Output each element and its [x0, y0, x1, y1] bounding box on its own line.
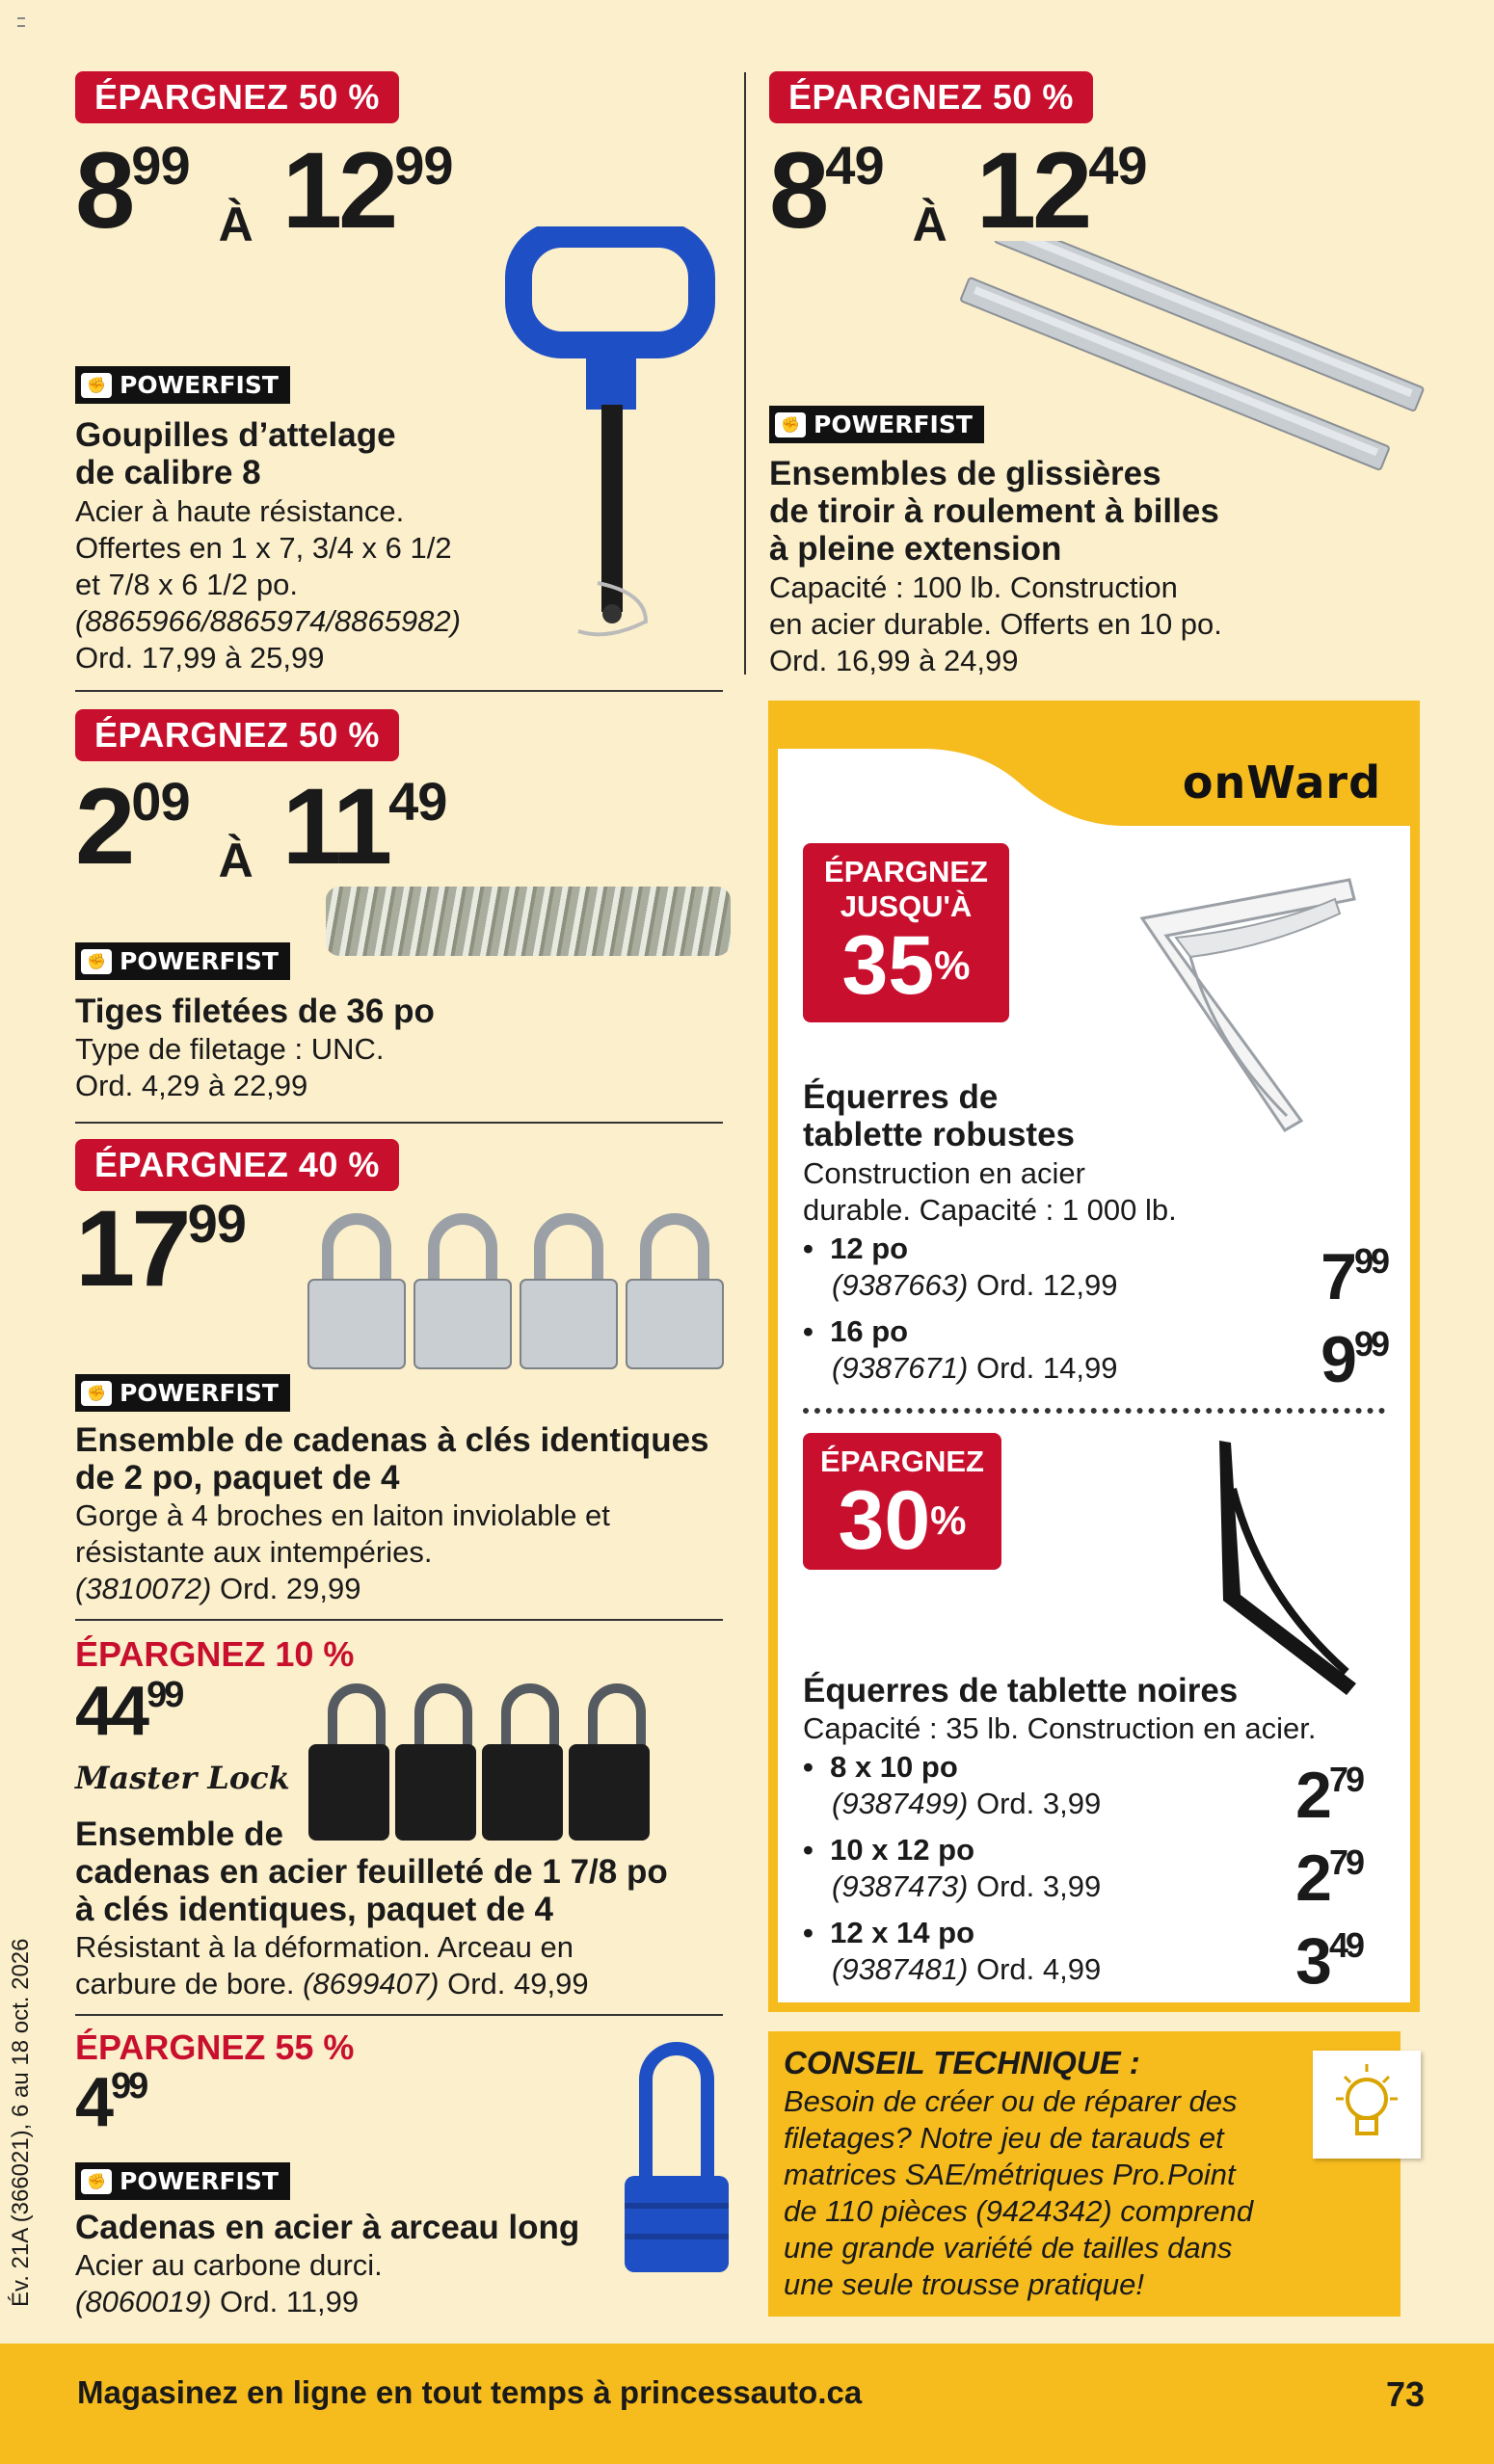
- option-price: $7^{99}$: [1321, 1240, 1387, 1313]
- powerfist-logo: ✊ POWERFIST: [75, 366, 290, 404]
- fist-icon: ✊: [81, 373, 112, 398]
- tip-heading: CONSEIL TECHNIQUE :: [784, 2045, 1140, 2080]
- drawer-slides-image: [954, 241, 1427, 482]
- price-range: $8^{99}À$ $12^{99}$: [75, 130, 453, 252]
- footer-text: Magasinez en ligne en tout temps à princessauto.ca: [77, 2374, 863, 2410]
- size-option: • 8 x 10 po (9387499) Ord. 3,99: [803, 1750, 1102, 1820]
- hitch-pin-image: [501, 226, 723, 650]
- regular-price: Ord. 4,29 à 22,99: [75, 1069, 308, 1102]
- long-shackle-lock-image: [617, 2041, 742, 2292]
- product-sku: (8699407): [303, 1967, 440, 2000]
- size-option: • 12 po (9387663) Ord. 12,99: [803, 1232, 1118, 1302]
- threaded-rod-image: [326, 887, 731, 956]
- padlocks-image: [299, 1205, 733, 1388]
- footer-bar: [0, 2344, 1494, 2464]
- black-bracket-image: [1202, 1431, 1366, 1701]
- price: $17^{99}$: [75, 1188, 246, 1309]
- product-desc: Acier au carbone durci. (8060019) Ord. 11,99: [75, 2248, 383, 2318]
- powerfist-logo: ✊ POWERFIST: [769, 406, 984, 443]
- size-option: • 10 x 12 po (9387473) Ord. 3,99: [803, 1833, 1102, 1903]
- onward-promo-box: [768, 701, 1420, 2012]
- size-option: • 12 x 14 po (9387481) Ord. 4,99: [803, 1916, 1102, 1986]
- save-badge: ÉPARGNEZ 50 %: [75, 71, 399, 123]
- master-lock-logo: Master Lock: [75, 1760, 290, 1796]
- product-desc: Résistant à la déformation. Arceau en carbure de bore. (8699407) Ord. 49,99: [75, 1930, 589, 2000]
- save-badge: ÉPARGNEZ JUSQU'À 35%: [803, 843, 1009, 1022]
- save-badge: ÉPARGNEZ 50 %: [769, 71, 1093, 123]
- product-desc: Capacité : 100 lb. Construction en acier durable. Offerts en 10 po. Ord. 16,99 à 24,99: [769, 570, 1222, 677]
- powerfist-logo: ✊ POWERFIST: [75, 1374, 290, 1412]
- dotted-separator: [803, 1408, 1385, 1414]
- option-price: $2^{79}$: [1295, 1841, 1362, 1915]
- product-desc: Type de filetage : UNC. Ord. 4,29 à 22,99: [75, 1032, 385, 1102]
- regular-price: Ord. 16,99 à 24,99: [769, 644, 1019, 677]
- product-title: Équerres de tablette robustes: [803, 1078, 1075, 1153]
- divider: [75, 690, 723, 692]
- tech-tip-box: [768, 2031, 1401, 2317]
- save-label: ÉPARGNEZ 55 %: [75, 2027, 355, 2067]
- product-title: Ensemble de cadenas en acier feuilleté de 1 7/8 po à clés identiques, paquet de 4: [75, 1815, 668, 1928]
- size-option: • 16 po (9387671) Ord. 14,99: [803, 1314, 1118, 1385]
- product-title: Ensembles de glissières de tiroir à roulement à billes à pleine extension: [769, 455, 1219, 568]
- fist-icon: ✊: [81, 2169, 112, 2194]
- option-price: $9^{99}$: [1321, 1323, 1387, 1396]
- edition-note: Év. 21A (366021), 6 au 18 oct. 2026: [8, 1938, 34, 2307]
- product-title: Équerres de tablette noires: [803, 1672, 1239, 1709]
- column-divider: [744, 72, 746, 675]
- fist-icon: ✊: [81, 1381, 112, 1406]
- product-sku: (8865966/8865974/8865982): [75, 604, 461, 638]
- option-price: $2^{79}$: [1295, 1759, 1362, 1832]
- price: $4^{99}$: [75, 2064, 147, 2141]
- price-range: $8^{49}À$ $12^{49}$: [769, 130, 1147, 252]
- product-desc: Construction en acier durable. Capacité : 1 000 lb.: [803, 1156, 1177, 1227]
- product-desc: Capacité : 35 lb. Construction en acier.: [803, 1711, 1317, 1745]
- product-sku: (3810072): [75, 1572, 212, 1605]
- product-desc: Gorge à 4 broches en laiton inviolable et résistante aux intempéries. (3810072) Ord. 29,99: [75, 1498, 610, 1605]
- lightbulb-icon: [1313, 2051, 1421, 2159]
- product-title: Ensemble de cadenas à clés identiques de 2 po, paquet de 4: [75, 1421, 709, 1497]
- product-desc: Acier à haute résistance. Offertes en 1 x 7, 3/4 x 6 1/2 et 7/8 x 6 1/2 po. (8865966/8865974/8865982) Ord. 17,99 à 25,99: [75, 494, 461, 675]
- product-title: Tiges filetées de 36 po: [75, 993, 435, 1030]
- product-title: Cadenas en acier à arceau long: [75, 2209, 580, 2246]
- product-sku: (8060019): [75, 2285, 212, 2318]
- onward-logo: onWard: [1182, 756, 1381, 808]
- divider: [75, 2014, 723, 2016]
- regular-price: Ord. 17,99 à 25,99: [75, 641, 325, 675]
- tip-text: Besoin de créer ou de réparer des filetages? Notre jeu de tarauds et matrices SAE/métriques Pro.Point de 110 pièces (9424342) comprend une grande variété de tailles dans une seule trousse pratique!: [784, 2084, 1254, 2301]
- regular-price: Ord. 11,99: [219, 2285, 360, 2318]
- price: $44^{99}$: [75, 1673, 182, 1750]
- regular-price: Ord. 49,99: [447, 1967, 589, 2000]
- save-badge: ÉPARGNEZ 50 %: [75, 709, 399, 761]
- corner-mark: [17, 17, 25, 27]
- powerfist-logo: ✊ POWERFIST: [75, 942, 290, 980]
- page-number: 73: [1385, 2374, 1425, 2414]
- save-label: ÉPARGNEZ 10 %: [75, 1634, 355, 1674]
- powerfist-logo: ✊ POWERFIST: [75, 2162, 290, 2200]
- fist-icon: ✊: [81, 949, 112, 974]
- save-badge: ÉPARGNEZ 30%: [803, 1433, 1001, 1570]
- product-title: Goupilles d’attelage de calibre 8: [75, 416, 396, 491]
- regular-price: Ord. 29,99: [219, 1572, 361, 1605]
- divider: [75, 1122, 723, 1124]
- option-price: $3^{49}$: [1295, 1924, 1362, 1998]
- fist-icon: ✊: [775, 412, 806, 437]
- price-range: $2^{09}À$ $11^{49}$: [75, 766, 447, 888]
- divider: [75, 1619, 723, 1621]
- white-bracket-image: [1123, 861, 1383, 1140]
- save-badge: ÉPARGNEZ 40 %: [75, 1139, 399, 1191]
